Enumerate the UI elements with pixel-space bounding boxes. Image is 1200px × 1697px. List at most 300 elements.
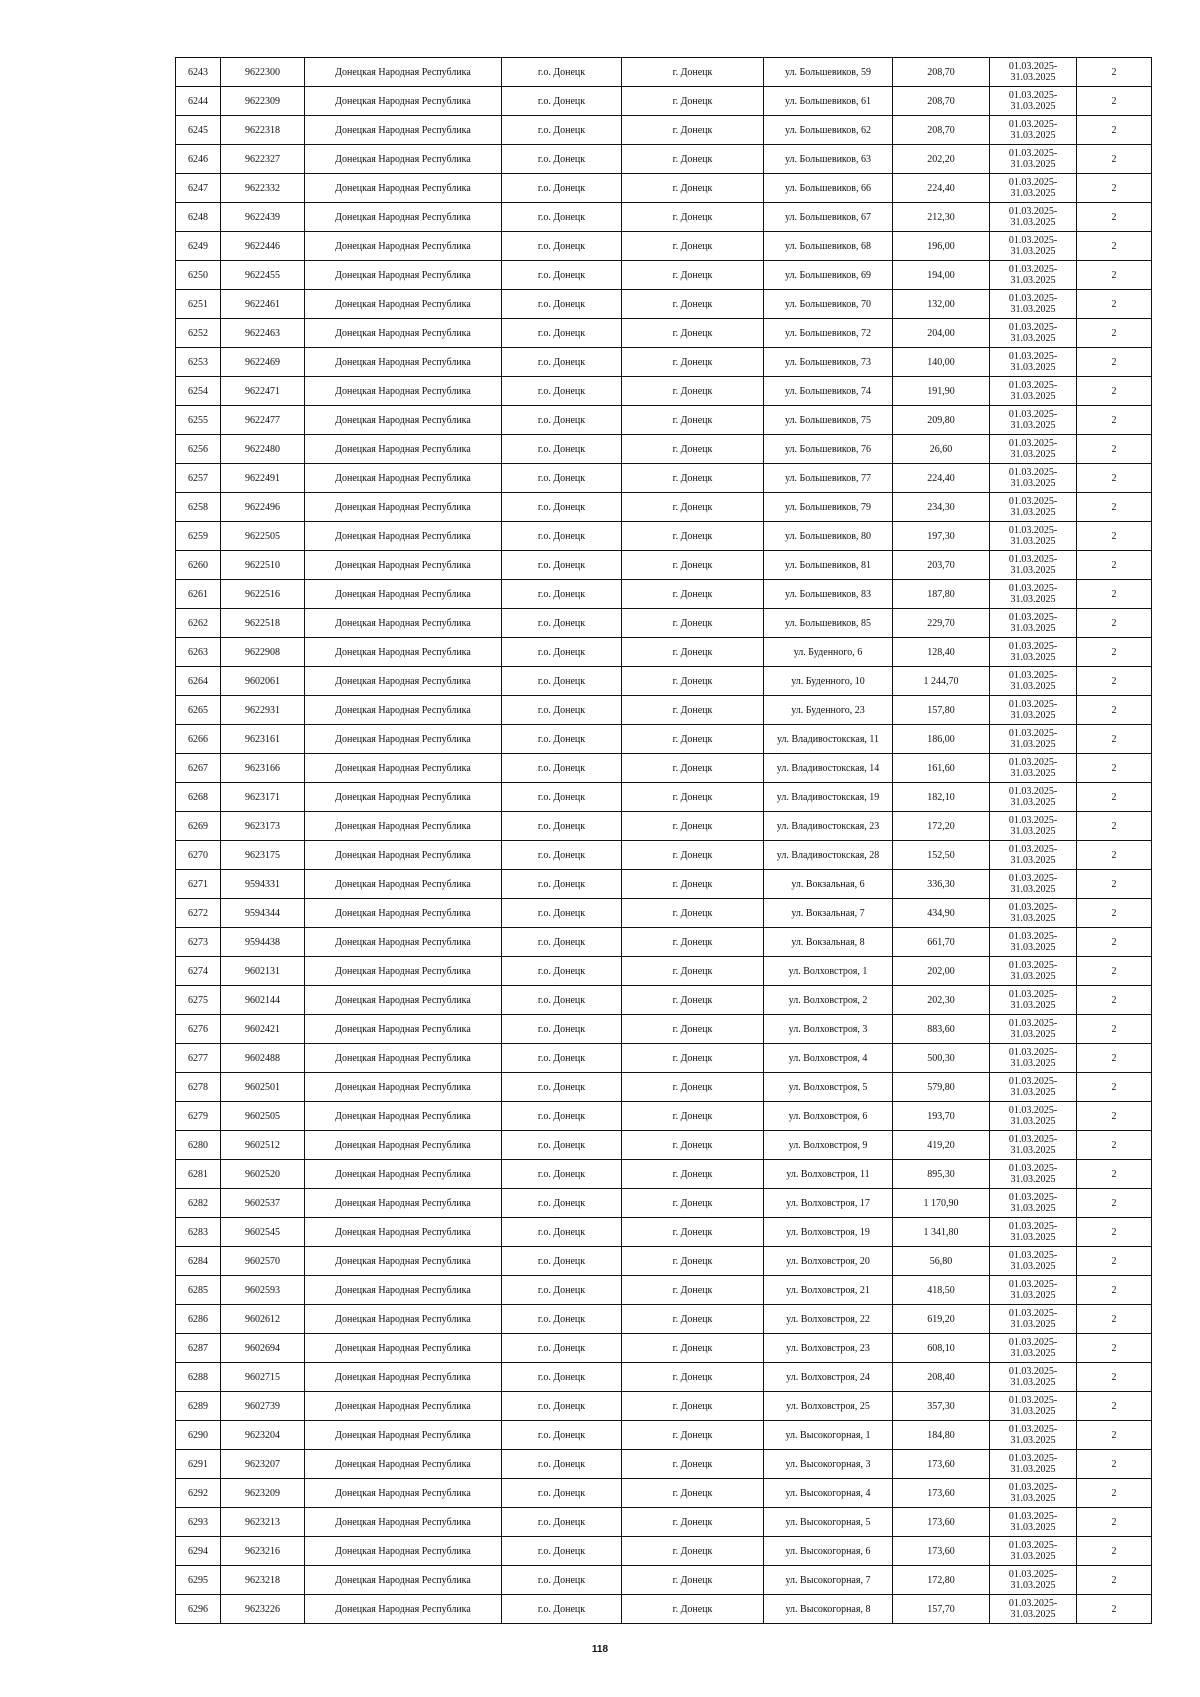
district-cell: г.о. Донецк [502,986,622,1015]
region-cell: Донецкая Народная Республика [305,1566,502,1595]
table-row [176,957,1152,986]
value-cell: 2 [1077,290,1152,319]
district-cell: г.о. Донецк [502,841,622,870]
value-cell: 2 [1077,319,1152,348]
object-code-cell: 9602144 [221,986,305,1015]
value-cell: 2 [1077,754,1152,783]
region-cell: Донецкая Народная Республика [305,725,502,754]
address-cell: ул. Владивостокская, 19 [764,783,893,812]
table-row [176,261,1152,290]
district-cell: г.о. Донецк [502,667,622,696]
object-code-cell: 9602520 [221,1160,305,1189]
district-cell: г.о. Донецк [502,1566,622,1595]
area-cell: 208,40 [893,1363,990,1392]
address-cell: ул. Большевиков, 62 [764,116,893,145]
table-row [176,551,1152,580]
area-cell: 419,20 [893,1131,990,1160]
region-cell: Донецкая Народная Республика [305,609,502,638]
area-cell: 208,70 [893,116,990,145]
period-cell: 01.03.2025-31.03.2025 [990,754,1077,783]
value-cell: 2 [1077,783,1152,812]
region-cell: Донецкая Народная Республика [305,638,502,667]
city-cell: г. Донецк [622,1044,764,1073]
row-number-cell: 6274 [176,957,221,986]
object-code-cell: 9623173 [221,812,305,841]
value-cell: 2 [1077,1160,1152,1189]
area-cell: 173,60 [893,1479,990,1508]
address-cell: ул. Буденного, 23 [764,696,893,725]
area-cell: 187,80 [893,580,990,609]
region-cell: Донецкая Народная Республика [305,145,502,174]
area-cell: 418,50 [893,1276,990,1305]
object-code-cell: 9602421 [221,1015,305,1044]
address-cell: ул. Большевиков, 74 [764,377,893,406]
region-cell: Донецкая Народная Республика [305,1479,502,1508]
value-cell: 2 [1077,1421,1152,1450]
region-cell: Донецкая Народная Республика [305,1537,502,1566]
value-cell: 2 [1077,928,1152,957]
area-cell: 619,20 [893,1305,990,1334]
object-code-cell: 9602501 [221,1073,305,1102]
city-cell: г. Донецк [622,754,764,783]
area-cell: 224,40 [893,464,990,493]
district-cell: г.о. Донецк [502,957,622,986]
region-cell: Донецкая Народная Республика [305,1160,502,1189]
district-cell: г.о. Донецк [502,1479,622,1508]
period-cell: 01.03.2025-31.03.2025 [990,174,1077,203]
period-cell: 01.03.2025-31.03.2025 [990,899,1077,928]
area-cell: 157,80 [893,696,990,725]
object-code-cell: 9622309 [221,87,305,116]
area-cell: 173,60 [893,1537,990,1566]
city-cell: г. Донецк [622,899,764,928]
value-cell: 2 [1077,145,1152,174]
district-cell: г.о. Донецк [502,1334,622,1363]
table-row [176,203,1152,232]
row-number-cell: 6257 [176,464,221,493]
object-code-cell: 9622496 [221,493,305,522]
object-code-cell: 9594344 [221,899,305,928]
area-cell: 202,30 [893,986,990,1015]
row-number-cell: 6264 [176,667,221,696]
region-cell: Донецкая Народная Республика [305,348,502,377]
value-cell: 2 [1077,1566,1152,1595]
row-number-cell: 6267 [176,754,221,783]
row-number-cell: 6269 [176,812,221,841]
object-code-cell: 9602739 [221,1392,305,1421]
region-cell: Донецкая Народная Республика [305,1015,502,1044]
city-cell: г. Донецк [622,1392,764,1421]
region-cell: Донецкая Народная Республика [305,870,502,899]
row-number-cell: 6256 [176,435,221,464]
object-code-cell: 9602694 [221,1334,305,1363]
district-cell: г.о. Донецк [502,1537,622,1566]
city-cell: г. Донецк [622,232,764,261]
period-cell: 01.03.2025-31.03.2025 [990,1131,1077,1160]
row-number-cell: 6245 [176,116,221,145]
region-cell: Донецкая Народная Республика [305,1276,502,1305]
district-cell: г.о. Донецк [502,899,622,928]
city-cell: г. Донецк [622,870,764,899]
object-code-cell: 9622463 [221,319,305,348]
table-row [176,377,1152,406]
city-cell: г. Донецк [622,261,764,290]
city-cell: г. Донецк [622,319,764,348]
period-cell: 01.03.2025-31.03.2025 [990,551,1077,580]
period-cell: 01.03.2025-31.03.2025 [990,1218,1077,1247]
address-cell: ул. Владивостокская, 28 [764,841,893,870]
period-cell: 01.03.2025-31.03.2025 [990,986,1077,1015]
area-cell: 152,50 [893,841,990,870]
table-row [176,1189,1152,1218]
object-code-cell: 9623226 [221,1595,305,1624]
object-code-cell: 9622446 [221,232,305,261]
address-cell: ул. Большевиков, 63 [764,145,893,174]
region-cell: Донецкая Народная Республика [305,261,502,290]
table-row [176,1421,1152,1450]
table-row [176,1566,1152,1595]
object-code-cell: 9622477 [221,406,305,435]
value-cell: 2 [1077,377,1152,406]
value-cell: 2 [1077,551,1152,580]
object-code-cell: 9622327 [221,145,305,174]
region-cell: Донецкая Народная Республика [305,1073,502,1102]
object-code-cell: 9623175 [221,841,305,870]
region-cell: Донецкая Народная Республика [305,377,502,406]
period-cell: 01.03.2025-31.03.2025 [990,1276,1077,1305]
object-code-cell: 9622469 [221,348,305,377]
city-cell: г. Донецк [622,1595,764,1624]
value-cell: 2 [1077,667,1152,696]
city-cell: г. Донецк [622,1363,764,1392]
city-cell: г. Донецк [622,493,764,522]
period-cell: 01.03.2025-31.03.2025 [990,638,1077,667]
table-row [176,812,1152,841]
object-code-cell: 9602512 [221,1131,305,1160]
area-cell: 208,70 [893,87,990,116]
row-number-cell: 6273 [176,928,221,957]
city-cell: г. Донецк [622,1334,764,1363]
city-cell: г. Донецк [622,464,764,493]
period-cell: 01.03.2025-31.03.2025 [990,435,1077,464]
address-cell: ул. Волховстроя, 3 [764,1015,893,1044]
period-cell: 01.03.2025-31.03.2025 [990,145,1077,174]
area-cell: 209,80 [893,406,990,435]
city-cell: г. Донецк [622,841,764,870]
row-number-cell: 6294 [176,1537,221,1566]
value-cell: 2 [1077,870,1152,899]
address-cell: ул. Волховстроя, 21 [764,1276,893,1305]
table-row [176,754,1152,783]
region-cell: Донецкая Народная Республика [305,1131,502,1160]
object-code-cell: 9622505 [221,522,305,551]
address-cell: ул. Волховстроя, 25 [764,1392,893,1421]
city-cell: г. Донецк [622,406,764,435]
region-cell: Донецкая Народная Республика [305,203,502,232]
district-cell: г.о. Донецк [502,1247,622,1276]
district-cell: г.о. Донецк [502,1189,622,1218]
address-cell: ул. Высокогорная, 4 [764,1479,893,1508]
row-number-cell: 6259 [176,522,221,551]
row-number-cell: 6290 [176,1421,221,1450]
period-cell: 01.03.2025-31.03.2025 [990,464,1077,493]
region-cell: Донецкая Народная Республика [305,1334,502,1363]
area-cell: 194,00 [893,261,990,290]
district-cell: г.о. Донецк [502,725,622,754]
address-cell: ул. Большевиков, 67 [764,203,893,232]
value-cell: 2 [1077,348,1152,377]
row-number-cell: 6246 [176,145,221,174]
table-row [176,1131,1152,1160]
district-cell: г.о. Донецк [502,551,622,580]
district-cell: г.о. Донецк [502,1363,622,1392]
address-cell: ул. Волховстроя, 19 [764,1218,893,1247]
table-row [176,667,1152,696]
value-cell: 2 [1077,1102,1152,1131]
object-code-cell: 9622518 [221,609,305,638]
region-cell: Донецкая Народная Республика [305,1595,502,1624]
period-cell: 01.03.2025-31.03.2025 [990,493,1077,522]
table-row [176,290,1152,319]
value-cell: 2 [1077,1276,1152,1305]
region-cell: Донецкая Народная Республика [305,754,502,783]
region-cell: Донецкая Народная Республика [305,174,502,203]
value-cell: 2 [1077,1508,1152,1537]
address-cell: ул. Большевиков, 61 [764,87,893,116]
value-cell: 2 [1077,522,1152,551]
table-row [176,232,1152,261]
district-cell: г.о. Донецк [502,1508,622,1537]
region-cell: Донецкая Народная Республика [305,986,502,1015]
district-cell: г.о. Донецк [502,1450,622,1479]
area-cell: 336,30 [893,870,990,899]
region-cell: Донецкая Народная Республика [305,522,502,551]
area-cell: 202,00 [893,957,990,986]
period-cell: 01.03.2025-31.03.2025 [990,1073,1077,1102]
city-cell: г. Донецк [622,957,764,986]
district-cell: г.о. Донецк [502,1276,622,1305]
table-row [176,1363,1152,1392]
address-cell: ул. Большевиков, 81 [764,551,893,580]
period-cell: 01.03.2025-31.03.2025 [990,58,1077,87]
city-cell: г. Донецк [622,783,764,812]
object-code-cell: 9622332 [221,174,305,203]
address-cell: ул. Высокогорная, 1 [764,1421,893,1450]
area-cell: 173,60 [893,1450,990,1479]
table-row [176,783,1152,812]
period-cell: 01.03.2025-31.03.2025 [990,290,1077,319]
period-cell: 01.03.2025-31.03.2025 [990,783,1077,812]
district-cell: г.о. Донецк [502,1421,622,1450]
district-cell: г.о. Донецк [502,783,622,812]
row-number-cell: 6287 [176,1334,221,1363]
district-cell: г.о. Донецк [502,232,622,261]
area-cell: 161,60 [893,754,990,783]
address-cell: ул. Большевиков, 69 [764,261,893,290]
area-cell: 500,30 [893,1044,990,1073]
value-cell: 2 [1077,261,1152,290]
object-code-cell: 9623216 [221,1537,305,1566]
district-cell: г.о. Донецк [502,1073,622,1102]
address-cell: ул. Большевиков, 59 [764,58,893,87]
city-cell: г. Донецк [622,696,764,725]
area-cell: 434,90 [893,899,990,928]
period-cell: 01.03.2025-31.03.2025 [990,1247,1077,1276]
area-cell: 203,70 [893,551,990,580]
table-row [176,899,1152,928]
row-number-cell: 6295 [176,1566,221,1595]
address-cell: ул. Большевиков, 77 [764,464,893,493]
area-cell: 883,60 [893,1015,990,1044]
table-row [176,1073,1152,1102]
address-cell: ул. Большевиков, 80 [764,522,893,551]
value-cell: 2 [1077,87,1152,116]
period-cell: 01.03.2025-31.03.2025 [990,1189,1077,1218]
value-cell: 2 [1077,1334,1152,1363]
district-cell: г.о. Донецк [502,58,622,87]
district-cell: г.о. Донецк [502,638,622,667]
object-code-cell: 9622491 [221,464,305,493]
region-cell: Донецкая Народная Республика [305,1102,502,1131]
region-cell: Донецкая Народная Республика [305,435,502,464]
district-cell: г.о. Донецк [502,928,622,957]
district-cell: г.о. Донецк [502,1595,622,1624]
area-cell: 895,30 [893,1160,990,1189]
row-number-cell: 6283 [176,1218,221,1247]
city-cell: г. Донецк [622,725,764,754]
value-cell: 2 [1077,986,1152,1015]
city-cell: г. Донецк [622,812,764,841]
area-cell: 128,40 [893,638,990,667]
region-cell: Донецкая Народная Республика [305,1305,502,1334]
value-cell: 2 [1077,1073,1152,1102]
period-cell: 01.03.2025-31.03.2025 [990,957,1077,986]
city-cell: г. Донецк [622,435,764,464]
address-cell: ул. Волховстроя, 4 [764,1044,893,1073]
object-code-cell: 9623204 [221,1421,305,1450]
table-row [176,145,1152,174]
table-row [176,928,1152,957]
address-cell: ул. Большевиков, 79 [764,493,893,522]
area-cell: 157,70 [893,1595,990,1624]
period-cell: 01.03.2025-31.03.2025 [990,1102,1077,1131]
area-cell: 1 244,70 [893,667,990,696]
period-cell: 01.03.2025-31.03.2025 [990,232,1077,261]
region-cell: Донецкая Народная Республика [305,58,502,87]
period-cell: 01.03.2025-31.03.2025 [990,1015,1077,1044]
table-row [176,406,1152,435]
row-number-cell: 6254 [176,377,221,406]
value-cell: 2 [1077,638,1152,667]
table-row [176,609,1152,638]
region-cell: Донецкая Народная Республика [305,841,502,870]
city-cell: г. Донецк [622,87,764,116]
period-cell: 01.03.2025-31.03.2025 [990,1595,1077,1624]
table-row [176,435,1152,464]
table-row [176,870,1152,899]
table-row [176,1537,1152,1566]
value-cell: 2 [1077,464,1152,493]
table-row [176,1305,1152,1334]
row-number-cell: 6291 [176,1450,221,1479]
row-number-cell: 6260 [176,551,221,580]
table-row [176,1334,1152,1363]
object-code-cell: 9622439 [221,203,305,232]
period-cell: 01.03.2025-31.03.2025 [990,87,1077,116]
row-number-cell: 6282 [176,1189,221,1218]
row-number-cell: 6278 [176,1073,221,1102]
row-number-cell: 6243 [176,58,221,87]
object-code-cell: 9623213 [221,1508,305,1537]
row-number-cell: 6252 [176,319,221,348]
object-code-cell: 9622471 [221,377,305,406]
region-cell: Донецкая Народная Республика [305,551,502,580]
object-code-cell: 9622300 [221,58,305,87]
region-cell: Донецкая Народная Республика [305,1450,502,1479]
row-number-cell: 6285 [176,1276,221,1305]
district-cell: г.о. Донецк [502,174,622,203]
city-cell: г. Донецк [622,928,764,957]
table-row [176,1595,1152,1624]
row-number-cell: 6255 [176,406,221,435]
period-cell: 01.03.2025-31.03.2025 [990,406,1077,435]
object-code-cell: 9622480 [221,435,305,464]
district-cell: г.о. Донецк [502,754,622,783]
period-cell: 01.03.2025-31.03.2025 [990,1363,1077,1392]
value-cell: 2 [1077,1131,1152,1160]
value-cell: 2 [1077,609,1152,638]
object-code-cell: 9623209 [221,1479,305,1508]
row-number-cell: 6247 [176,174,221,203]
object-code-cell: 9623161 [221,725,305,754]
district-cell: г.о. Донецк [502,493,622,522]
object-code-cell: 9623207 [221,1450,305,1479]
value-cell: 2 [1077,812,1152,841]
address-cell: ул. Волховстроя, 5 [764,1073,893,1102]
city-cell: г. Донецк [622,580,764,609]
district-cell: г.о. Донецк [502,1044,622,1073]
row-number-cell: 6261 [176,580,221,609]
register-table [175,57,1152,1624]
page-number: 118 [591,1644,609,1655]
row-number-cell: 6262 [176,609,221,638]
period-cell: 01.03.2025-31.03.2025 [990,609,1077,638]
area-cell: 229,70 [893,609,990,638]
table-row [176,174,1152,203]
period-cell: 01.03.2025-31.03.2025 [990,522,1077,551]
address-cell: ул. Владивостокская, 23 [764,812,893,841]
row-number-cell: 6281 [176,1160,221,1189]
table-row [176,1102,1152,1131]
table-row [176,116,1152,145]
value-cell: 2 [1077,957,1152,986]
period-cell: 01.03.2025-31.03.2025 [990,580,1077,609]
address-cell: ул. Волховстроя, 22 [764,1305,893,1334]
row-number-cell: 6276 [176,1015,221,1044]
row-number-cell: 6265 [176,696,221,725]
address-cell: ул. Большевиков, 85 [764,609,893,638]
city-cell: г. Донецк [622,1450,764,1479]
object-code-cell: 9622461 [221,290,305,319]
region-cell: Донецкая Народная Республика [305,1392,502,1421]
period-cell: 01.03.2025-31.03.2025 [990,812,1077,841]
object-code-cell: 9602488 [221,1044,305,1073]
region-cell: Донецкая Народная Республика [305,232,502,261]
area-cell: 212,30 [893,203,990,232]
city-cell: г. Донецк [622,1305,764,1334]
row-number-cell: 6286 [176,1305,221,1334]
object-code-cell: 9594438 [221,928,305,957]
